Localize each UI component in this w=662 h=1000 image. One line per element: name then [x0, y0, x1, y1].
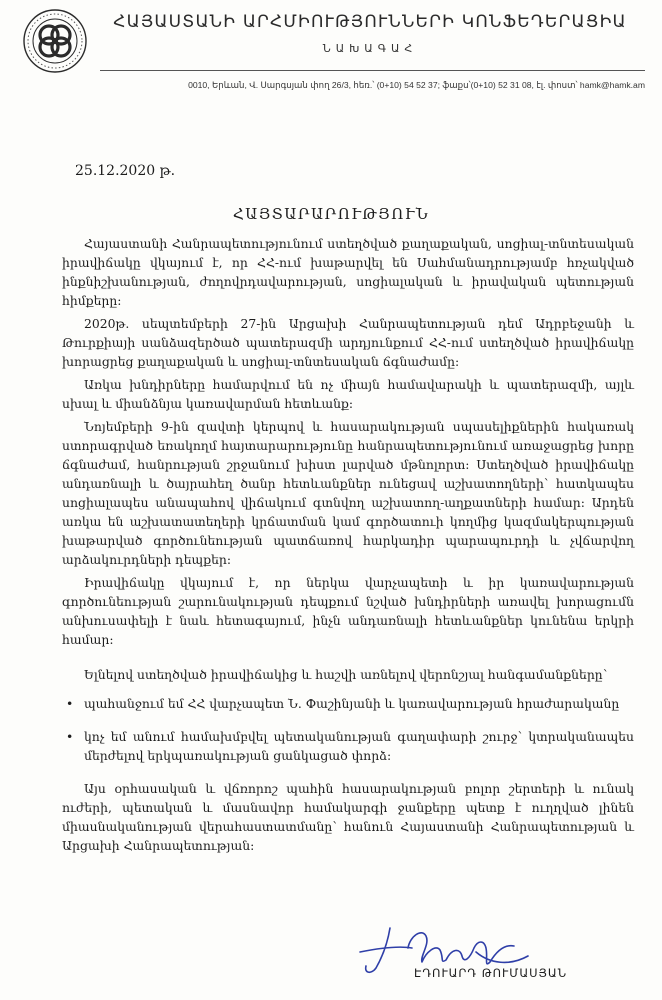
list-item: • պահանջում եմ ՀՀ վարչապետ Ն. Փաշինյանի և կառավարության հրաժարականը: [84, 694, 634, 713]
paragraph: Հայաստանի Հանրապետությունում ստեղծված քաղաքական, սոցիալ-տնտեսական իրավիճակը վկայում է, որ ՀՀ-ում խաթարվել են Սահմանադրությամբ հռչակված ինքնիշխանության, ժողովրդավարության, սոցիալական և իրավական պետության հիմքերը:: [62, 236, 634, 308]
list-item: • կոչ եմ անում համախմբվել պետականության գաղափարի շուրջ՝ կտրականապես մերժելով երկպառակության ցանկացած փորձ:: [84, 727, 634, 765]
organization-subtitle: ՆԱԽԱԳԱՀ: [322, 42, 418, 55]
header-divider: [100, 70, 645, 71]
document-body: [62, 234, 634, 859]
contact-address: 0010, Երևան, Վ. Սարգսյան փող 26/3, հեռ.՝ (0+10) 54 52 37; ֆաքս՝(0+10) 52 31 08, էլ. փոստ՝ hamk@hamk.am: [188, 80, 645, 90]
union-emblem-icon: [22, 8, 88, 74]
document-title: ՀԱՅՏԱՐԱՐՈՒԹՅՈՒՆ: [232, 205, 430, 223]
paragraph: Նոյեմբերի 9-ին զավտի կերպով և հասարակության սպասելիքներին հակառակ ստորագրված եռակողմ հայտարարությունը հանրապետությունում առաջացրեց խորը ճգնաժամ, հանրության շրջանում խիստ լարված մթնոլորտ: Ստեղծված իրավիճակը անդառնալի և ծայրահեղ ծանր հետևանքներ ունեցավ աշխատողների՝ հատկապես սոցիալապես անապահով վիճակում գտնվող աշխատող-աղքատների համար: Արդեն առկա են աշխատատեղերի կրճատման կամ գործատուի կողմից կազմակերպության խաթարված գործունեության պատճառով հարկադիր պարապուրդի և չվճարվող արձակուրդների դեպքեր:: [62, 419, 634, 567]
paragraph: Իրավիճակը վկայում է, որ ներկա վարչապետի և իր կառավարության գործունեության շարունակության դեպքում նշված խնդիրների առավել խորացումն անխուսափելի է նաև հետագայում, ինչն անդառնալի հետևանքներ կունենա երկրի համար:: [62, 575, 634, 647]
closing-paragraph: Այս օրհասական և վճռորոշ պահին հասարակության բոլոր շերտերի և ունակ ուժերի, պետական և մասնավոր համակարգի ջանքերը պետք է ուղղված լինեն միասնականության վերահաստատմանը՝ հանուն Հայաստանի Հանրապետության և Արցախի Հանրապետության:: [62, 781, 634, 853]
paragraph: 2020թ. սեպտեմբերի 27-ին Արցախի Հանրապետության դեմ Ադրբեջանի և Թուրքիայի սանձազերծած պատերազմի արդյունքում ՀՀ-ում ստեղծված իրավիճակը խորացրեց քաղաքական և սոցիալ-տնտեսական ճգնաժամը:: [62, 316, 634, 369]
signer-name: ԷԴՈՒԱՐԴ ԹՈՒՄԱՍՅԱՆ: [414, 966, 568, 980]
organization-name: ՀԱՅԱՍՏԱՆԻ ԱՐՀՄԻՈՒԹՅՈՒՆՆԵՐԻ ԿՈՆՖԵԴԵՐԱՑԻԱ: [113, 12, 627, 32]
paragraph: Ելնելով ստեղծված իրավիճակից և հաշվի առնելով վերոնշյալ հանգամանքները՝: [84, 667, 608, 682]
paragraph: Առկա խնդիրները համարվում են ոչ միայն համավարակի և պատերազմի, այլև սխալ և միանձնյա կառավարման հետևանք:: [62, 377, 634, 411]
document-date: 25.12.2020 թ.: [75, 163, 176, 179]
demands-list: [62, 694, 634, 765]
